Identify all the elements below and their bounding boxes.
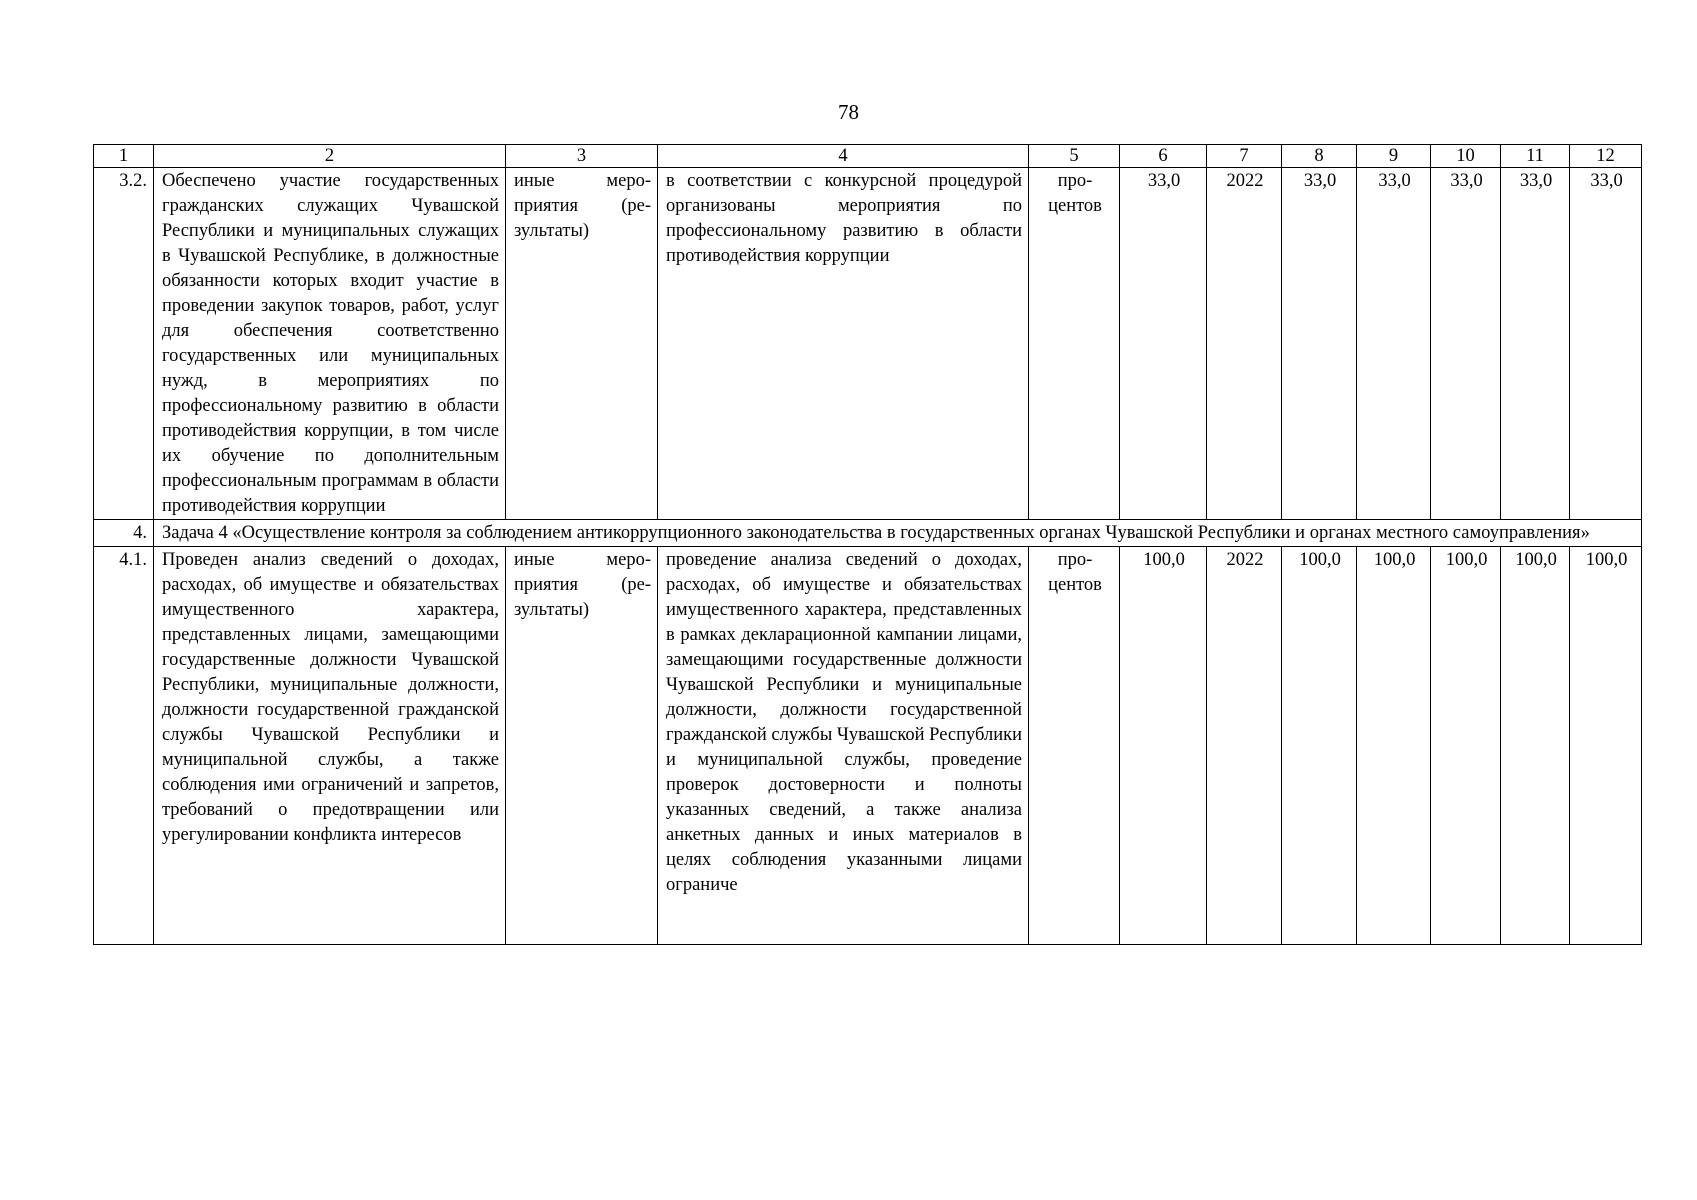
indicator-name: Обеспечено участие государственных гражданских служащих Чувашской Республики и муниципальных служащих в Чувашской Республике, в должностные обязанности которых входит участие в проведении закупок товаров, работ, услуг для обеспечения соответственно государственных или муниципальных нужд, в мероприятиях по профессиональному развитию в области противодействия коррупции, в том числе их обучение по дополнительным профессиональным программам в области противодействия коррупции (154, 168, 506, 520)
base-value: 100,0 (1120, 547, 1207, 945)
column-header: 2 (154, 145, 506, 168)
indicator-type: иные мероприятия (результаты) (506, 547, 658, 945)
value-col-12: 100,0 (1570, 547, 1642, 945)
value-col-8: 33,0 (1282, 168, 1357, 520)
value-col-10: 100,0 (1431, 547, 1501, 945)
value-col-9: 100,0 (1357, 547, 1431, 945)
column-header: 11 (1501, 145, 1570, 168)
task-heading: Задача 4 «Осуществление контроля за соблюдением антикоррупционного законодательства в государственных органах Чувашской Республики и органах местного самоуправления» (154, 520, 1642, 547)
base-year: 2022 (1207, 168, 1282, 520)
column-header: 12 (1570, 145, 1642, 168)
indicator-name (154, 547, 506, 945)
value-col-11: 33,0 (1501, 168, 1570, 520)
column-header: 8 (1282, 145, 1357, 168)
row-number: 4.1. (94, 547, 154, 945)
column-header: 9 (1357, 145, 1431, 168)
indicator-description (658, 547, 1029, 945)
base-value: 33,0 (1120, 168, 1207, 520)
value-col-9: 33,0 (1357, 168, 1431, 520)
unit-of-measure: процентов (1029, 168, 1120, 520)
table-row (94, 547, 1642, 945)
value-col-8: 100,0 (1282, 547, 1357, 945)
value-col-10: 33,0 (1431, 168, 1501, 520)
table-row (94, 168, 1642, 520)
value-col-11: 100,0 (1501, 547, 1570, 945)
value-col-12: 33,0 (1570, 168, 1642, 520)
column-header: 7 (1207, 145, 1282, 168)
column-header: 10 (1431, 145, 1501, 168)
unit-of-measure: процентов (1029, 547, 1120, 945)
page-number: 78 (838, 100, 859, 124)
column-header: 5 (1029, 145, 1120, 168)
base-year: 2022 (1207, 547, 1282, 945)
indicator-type: иные мероприятия (результаты) (506, 168, 658, 520)
row-number: 4. (94, 520, 154, 547)
row-number: 3.2. (94, 168, 154, 520)
indicator-description: в соответствии с конкурсной процедурой организованы мероприятия по профессиональному развитию в области противодействия коррупции (658, 168, 1029, 520)
column-header: 4 (658, 145, 1029, 168)
table-row-task (94, 520, 1642, 547)
column-header: 1 (94, 145, 154, 168)
table-header-row (94, 145, 1642, 168)
column-header: 3 (506, 145, 658, 168)
column-header: 6 (1120, 145, 1207, 168)
indicators-table (93, 144, 1642, 945)
indicator-description-text: проведение анализа сведений о доходах, расходах, об имуществе и обязательствах имущественного характера, представленных в рамках декларационной кампании лицами, замещающими государственные должности Чувашской Республики и муниципальные должности, должности государственной гражданской службы Чувашской Республики и муниципальной службы, проведение проверок достоверности и полноты указанных сведений, а также анализа анкетных данных и иных материалов в целях соблюдения указанными лицами ограниче (666, 550, 1022, 895)
indicator-name-text: Проведен анализ сведений о доходах, расходах, об имуществе и обязательствах имущественного характера, представленных лицами, замещающими государственные должности Чувашской Республики, муниципальные должности, должности государственной гражданской службы Чувашской Республики и муниципальной службы, а также соблюдения ими ограничений и запретов, требований о предотвращении или урегулировании конфликта интересов (162, 550, 499, 845)
